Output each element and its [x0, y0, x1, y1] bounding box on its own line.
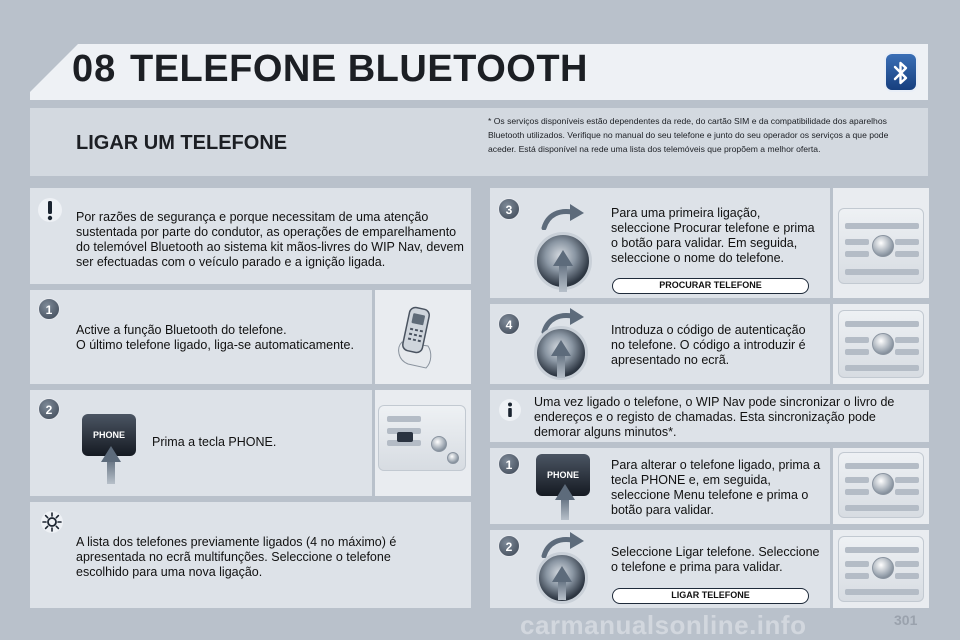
radio-unit-image [378, 405, 466, 471]
radio-unit-image [838, 208, 924, 284]
procurar-telefone-label: PROCURAR TELEFONE [612, 278, 809, 294]
step-number: 3 [498, 198, 520, 220]
step-number: 2 [38, 398, 60, 420]
step2-text: Prima a tecla PHONE. [152, 435, 277, 449]
page-title: TELEFONE BLUETOOTH [130, 48, 588, 90]
step-number: 2 [498, 535, 520, 557]
rotate-arrow-icon [540, 204, 584, 235]
page-number: 301 [894, 612, 918, 628]
arrow-up-icon [101, 446, 121, 484]
phone-key: PHONE [536, 454, 590, 496]
radio-unit-image [838, 536, 924, 602]
watermark: carmanualsonline.info [520, 610, 807, 640]
bluetooth-icon [884, 52, 918, 92]
step-number: 1 [498, 453, 520, 475]
tip-text: A lista dos telefones previamente ligados (4 no máximo) é apresentada no ecrã multifunções. Seleccione o telefone escolhido para uma nova ligação. [76, 535, 397, 579]
ligar-telefone-label: LIGAR TELEFONE [612, 588, 809, 604]
radio-unit-image [838, 310, 924, 378]
phone-key: PHONE [82, 414, 136, 456]
radio-unit-image [838, 452, 924, 518]
info-text: Uma vez ligado o telefone, o WIP Nav pode sincronizar o livro de endereços e o registo de chamadas. Esta sincronização pode demorar alguns minutos*. [534, 395, 895, 439]
mobile-phone-icon [392, 302, 452, 372]
step-number: 4 [498, 313, 520, 335]
press-arrow-icon [553, 250, 573, 292]
alt-step2-text: Seleccione Ligar telefone. Seleccione o telefone e prima para validar. [611, 545, 820, 574]
step4-text: Introduza o código de autenticação no telefone. O código a introduzir é apresentado no ecrã. [611, 323, 806, 367]
press-arrow-icon [551, 340, 571, 378]
press-arrow-icon [552, 566, 572, 600]
footnote: * Os serviços disponíveis estão dependentes da rede, do cartão SIM e da compatibilidade dos aparelhos Bluetooth utilizados. Verifique no manual do seu telefone e junto do seu operador os serviços a que pode aceder. Está disponível na rede uma lista dos telemóveis que propõem a melhor oferta. [488, 116, 889, 154]
sun-icon [40, 510, 64, 534]
alt-step1-text: Para alterar o telefone ligado, prima a tecla PHONE e, em seguida, seleccione Menu telefone e prima o botão para validar. [611, 458, 821, 517]
step1-text: Active a função Bluetooth do telefone. O último telefone ligado, liga-se automaticamente. [76, 323, 354, 352]
arrow-up-icon [555, 484, 575, 520]
section-title: LIGAR UM TELEFONE [76, 132, 288, 154]
step-number: 1 [38, 298, 60, 320]
step3-text: Para uma primeira ligação, seleccione Procurar telefone e prima o botão para validar. Em seguida, seleccione o nome do telefone. [611, 206, 815, 265]
warning-text: Por razões de segurança e porque necessitam de uma atenção sustentada por parte do condutor, as operações de emparelhamento do telemóvel Bluetooth ao sistema kit mãos-livres do WIP Nav, devem ser efectuadas com o veículo parado e a ignição ligada. [76, 210, 464, 269]
exclamation-icon [36, 196, 64, 224]
chapter-number: 08 [72, 48, 117, 90]
info-icon [498, 398, 522, 422]
